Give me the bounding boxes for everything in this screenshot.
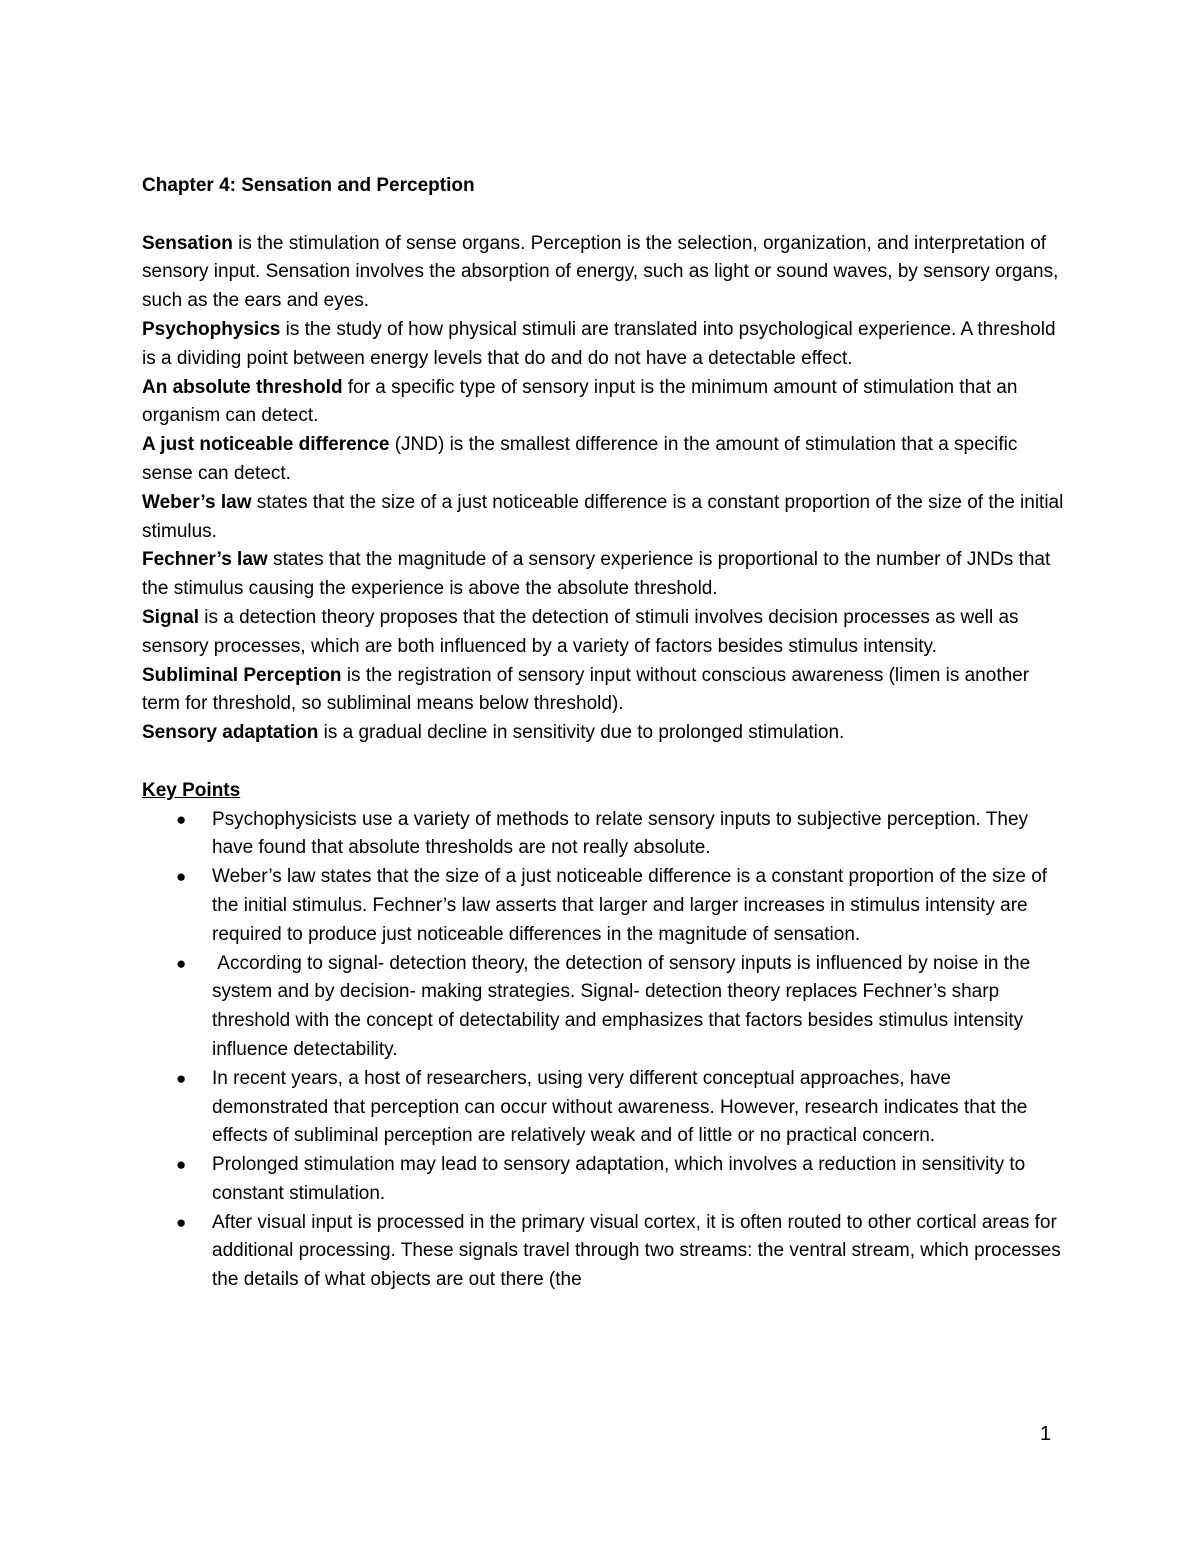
definition-webers-law <box>142 489 1072 547</box>
bullet-icon: ● <box>176 1068 187 1088</box>
bullet-icon: ● <box>176 809 187 829</box>
definition-text: is the registration of sensory input without conscious awareness (limen is another term for threshold, so subliminal means below threshold). <box>142 664 1030 715</box>
bullet-icon: ● <box>176 867 187 887</box>
list-item <box>142 1209 1072 1295</box>
list-item <box>142 1151 1072 1209</box>
list-item-text: In recent years, a host of researchers, using very different conceptual approaches, have demonstrated that perception can occur without awareness. However, research indicates that the effects of subliminal perception are relatively weak and of little or no practical concern. <box>212 1067 1028 1147</box>
definition-text: states that the size of a just noticeable difference is a constant proportion of the size of the initial stimulus. <box>142 491 1064 542</box>
definition-term: Sensation <box>142 232 233 254</box>
definition-absolute-threshold <box>142 374 1072 432</box>
definition-sensory-adaptation <box>142 719 1072 748</box>
definition-text: for a specific type of sensory input is the minimum amount of stimulation that an organism can detect. <box>142 376 1018 427</box>
document-page <box>142 172 1072 1295</box>
chapter-title: Chapter 4: Sensation and Perception <box>142 175 475 196</box>
definition-subliminal-perception <box>142 662 1072 720</box>
definition-term: An absolute threshold <box>142 376 343 398</box>
definition-fechners-law <box>142 546 1072 604</box>
definition-jnd <box>142 431 1072 489</box>
list-item-text: After visual input is processed in the primary visual cortex, it is often routed to other cortical areas for additional processing. These signals travel through two streams: the ventral stream, which processes the details of what objects are out there (the <box>212 1211 1061 1291</box>
bullet-icon: ● <box>176 1212 187 1232</box>
definition-psychophysics <box>142 316 1072 374</box>
list-item <box>142 863 1072 949</box>
list-item-text: Weber’s law states that the size of a just noticeable difference is a constant proportion of the size of the initial stimulus. Fechner’s law asserts that larger and larger increases in stimulus intensity are required to produce just noticeable differences in the magnitude of sensation. <box>212 866 1048 945</box>
spacer <box>142 201 1072 230</box>
definition-text: states that the magnitude of a sensory experience is proportional to the number of JNDs that the stimulus causing the experience is above the absolute threshold. <box>142 549 1051 600</box>
spacer <box>142 748 1072 777</box>
definition-term: Fechner’s law <box>142 549 268 571</box>
definition-text: is a detection theory proposes that the detection of stimuli involves decision processes as well as sensory processes, which are both influenced by a variety of factors besides stimulus intensity. <box>142 606 1019 657</box>
definition-term: Sensory adaptation <box>142 722 319 744</box>
key-points-heading: Key Points <box>142 779 241 801</box>
list-item-text: Prolonged stimulation may lead to sensory adaptation, which involves a reduction in sensitivity to constant stimulation. <box>212 1154 1026 1204</box>
bullet-icon: ● <box>176 953 187 973</box>
definition-term: Subliminal Perception <box>142 664 342 686</box>
definition-text: is a gradual decline in sensitivity due to prolonged stimulation. <box>318 722 845 744</box>
list-item <box>142 806 1072 864</box>
definition-sensation <box>142 230 1072 316</box>
page-number: 1 <box>1040 1423 1052 1445</box>
list-item-text: Psychophysicists use a variety of methods to relate sensory inputs to subjective perception. They have found that absolute thresholds are not really absolute. <box>212 808 1029 859</box>
list-item-text: According to signal- detection theory, the detection of sensory inputs is influenced by noise in the system and by decision- making strategies. Signal- detection theory replaces Fechner’s sharp threshold with the concept of detectability and emphasizes that factors besides stimulus intensity influence detectability. <box>212 952 1036 1060</box>
definition-term: Psychophysics <box>142 318 281 340</box>
list-item <box>142 1065 1072 1151</box>
definition-signal <box>142 604 1072 662</box>
definition-term: A just noticeable difference <box>142 434 390 456</box>
list-item <box>142 950 1072 1065</box>
bullet-icon: ● <box>176 1155 187 1175</box>
key-points-list <box>142 806 1072 1296</box>
definition-text: is the stimulation of sense organs. Perception is the selection, organization, and interpretation of sensory input. Sensation involves the absorption of energy, such as light or sound waves, by sensory organs, such as the ears and eyes. <box>142 232 1059 312</box>
definition-term: Signal <box>142 606 200 628</box>
definition-term: Weber’s law <box>142 491 252 513</box>
definition-text: is the study of how physical stimuli are translated into psychological experience. A threshold is a dividing point between energy levels that do and do not have a detectable effect. <box>142 318 1056 369</box>
definition-text: (JND) is the smallest difference in the amount of stimulation that a specific sense can detect. <box>142 434 1018 484</box>
